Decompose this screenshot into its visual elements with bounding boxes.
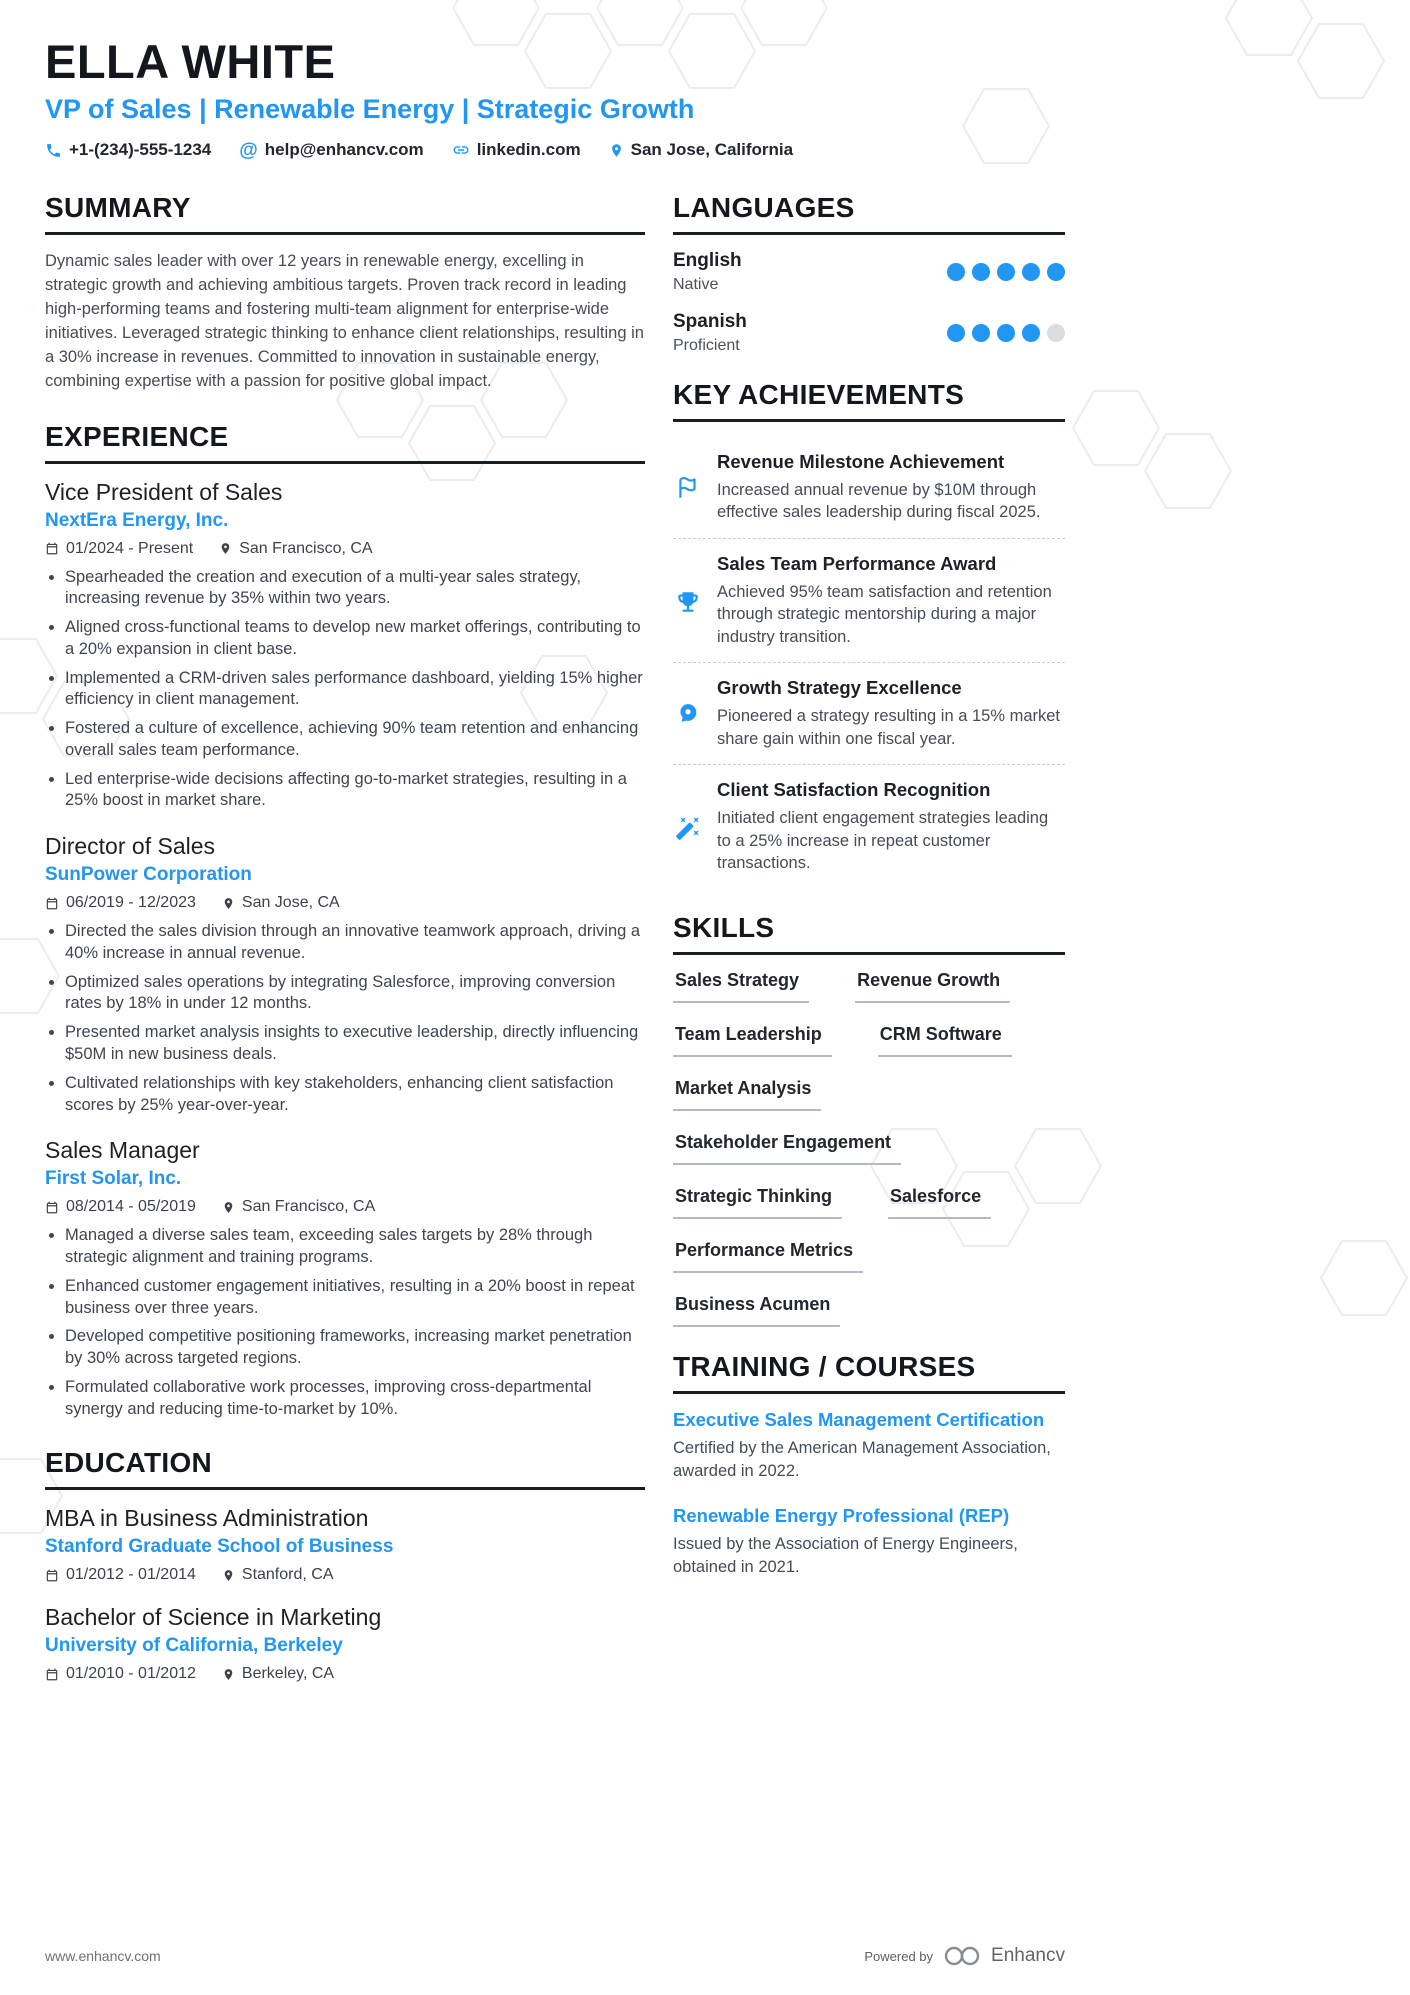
language-level: Proficient bbox=[673, 337, 740, 354]
job-dates-text: 06/2019 - 12/2023 bbox=[66, 894, 196, 912]
job-dates bbox=[45, 540, 193, 558]
email-text: help@enhancv.com bbox=[264, 140, 424, 159]
achievement-item bbox=[673, 765, 1065, 888]
skill-item: Market Analysis bbox=[673, 1078, 821, 1111]
proficiency-dot bbox=[947, 263, 965, 281]
bullet-item: Spearheaded the creation and execution of a multi-year sales strategy, increasing revenue by 35% within two years. bbox=[45, 567, 645, 611]
skills-section bbox=[673, 912, 1065, 1327]
job-location-text: San Francisco, CA bbox=[239, 539, 373, 557]
language-item bbox=[673, 250, 1065, 294]
resume-header bbox=[45, 34, 1065, 160]
job-bullets bbox=[45, 567, 645, 813]
experience-heading: EXPERIENCE bbox=[45, 421, 645, 464]
course-item bbox=[673, 1505, 1065, 1579]
achievements-heading: KEY ACHIEVEMENTS bbox=[673, 379, 1065, 422]
language-name: English bbox=[673, 250, 742, 271]
pin-icon bbox=[222, 1667, 235, 1682]
proficiency-dot bbox=[972, 324, 990, 342]
page-footer bbox=[45, 1945, 1065, 1967]
job bbox=[45, 833, 645, 1116]
powered-by-label: Powered by bbox=[864, 1948, 934, 1964]
summary-heading: SUMMARY bbox=[45, 192, 645, 235]
link-icon bbox=[452, 141, 470, 159]
degree-meta bbox=[45, 1566, 645, 1584]
candidate-name: ELLA WHITE bbox=[45, 35, 336, 88]
skills-list bbox=[673, 970, 1065, 1327]
link-item[interactable] bbox=[452, 140, 581, 160]
skill-item: Team Leadership bbox=[673, 1024, 832, 1057]
summary-text: Dynamic sales leader with over 12 years in renewable energy, excelling in strategic growth and achieving ambitious targets. Proven track record in leading high-performing teams and fostering multi-team alignment for enterprise-wide initiatives. Leveraged strategic thinking to enhance client relationships, resulting in a 30% increase in revenues. Committed to innovation in sustainable energy, combining expertise with a passion for positive global impact. bbox=[45, 252, 644, 390]
achievement-title: Client Satisfaction Recognition bbox=[717, 779, 991, 801]
skill-item: CRM Software bbox=[878, 1024, 1012, 1057]
achievement-item bbox=[673, 663, 1065, 765]
at-icon: @ bbox=[239, 139, 258, 161]
job-title: Vice President of Sales bbox=[45, 478, 283, 505]
summary-section bbox=[45, 192, 645, 394]
job-location-text: San Francisco, CA bbox=[241, 1198, 376, 1216]
proficiency-dot bbox=[1047, 324, 1065, 342]
language-item bbox=[673, 311, 1065, 355]
school-name: Stanford Graduate School of Business bbox=[45, 1536, 394, 1558]
job-location bbox=[219, 540, 372, 558]
company-name: First Solar, Inc. bbox=[45, 1168, 182, 1190]
degree-title: MBA in Business Administration bbox=[45, 1505, 369, 1532]
bullet-item: Aligned cross-functional teams to develop new market offerings, contributing to a 20% expansion in client base. bbox=[45, 617, 645, 661]
proficiency-dot bbox=[947, 324, 965, 342]
language-info bbox=[673, 250, 742, 294]
site-url[interactable]: www.enhancv.com bbox=[45, 1948, 161, 1964]
job bbox=[45, 479, 645, 813]
languages-section bbox=[673, 192, 1065, 355]
pin-icon bbox=[219, 541, 232, 556]
pin-icon bbox=[222, 1200, 235, 1215]
bullet-item: Cultivated relationships with key stakeholders, enhancing client satisfaction scores by 25% year-over-year. bbox=[45, 1073, 645, 1117]
job-location bbox=[222, 894, 340, 912]
language-name: Spanish bbox=[673, 311, 747, 332]
phone-icon bbox=[45, 142, 62, 159]
bullet-item: Implemented a CRM-driven sales performance dashboard, yielding 15% higher efficiency in client management. bbox=[45, 668, 645, 712]
flag-icon bbox=[673, 451, 703, 524]
candidate-title: VP of Sales | Renewable Energy | Strategic Growth bbox=[45, 94, 695, 124]
language-proficiency-dots bbox=[947, 324, 1065, 342]
achievement-item bbox=[673, 539, 1065, 663]
calendar-icon bbox=[45, 1568, 59, 1583]
course-text: Issued by the Association of Energy Engineers, obtained in 2021. bbox=[673, 1534, 1018, 1576]
proficiency-dot bbox=[1022, 324, 1040, 342]
achievement-text: Pioneered a strategy resulting in a 15% market share gain within one fiscal year. bbox=[717, 707, 1061, 748]
skill-item: Salesforce bbox=[888, 1186, 991, 1219]
head-icon bbox=[673, 677, 703, 750]
proficiency-dot bbox=[1022, 263, 1040, 281]
language-level: Native bbox=[673, 276, 719, 293]
skill-item: Strategic Thinking bbox=[673, 1186, 842, 1219]
location-text: San Jose, California bbox=[630, 140, 794, 159]
achievement-item bbox=[673, 437, 1065, 539]
achievement-body bbox=[717, 451, 1065, 524]
job-location-text: San Jose, CA bbox=[241, 894, 340, 912]
course-title: Renewable Energy Professional (REP) bbox=[673, 1504, 1010, 1526]
job-dates bbox=[45, 1198, 196, 1216]
calendar-icon bbox=[45, 896, 59, 911]
bullet-item: Directed the sales division through an innovative teamwork approach, driving a 40% increase in annual revenue. bbox=[45, 921, 645, 965]
language-info bbox=[673, 311, 747, 355]
bullet-item: Fostered a culture of excellence, achieving 90% team retention and enhancing overall sales team performance. bbox=[45, 718, 645, 762]
pin-icon bbox=[222, 1568, 235, 1583]
course-item bbox=[673, 1409, 1065, 1483]
company-name: SunPower Corporation bbox=[45, 864, 252, 886]
degree bbox=[45, 1505, 645, 1584]
calendar-icon bbox=[45, 1200, 59, 1215]
skill-item: Sales Strategy bbox=[673, 970, 809, 1003]
job-dates bbox=[45, 894, 196, 912]
phone-item[interactable] bbox=[45, 140, 211, 160]
degree bbox=[45, 1604, 645, 1683]
skill-item: Business Acumen bbox=[673, 1294, 840, 1327]
pin-icon bbox=[222, 896, 235, 911]
bullet-item: Managed a diverse sales team, exceeding sales targets by 28% through strategic alignment and training programs. bbox=[45, 1225, 645, 1269]
degree-location bbox=[222, 1566, 334, 1584]
proficiency-dot bbox=[972, 263, 990, 281]
job-bullets bbox=[45, 1225, 645, 1420]
achievement-title: Revenue Milestone Achievement bbox=[717, 451, 1005, 472]
hexagon-decoration bbox=[1144, 433, 1232, 509]
degree-dates bbox=[45, 1665, 196, 1683]
bullet-item: Enhanced customer engagement initiatives, resulting in a 20% boost in repeat business over three years. bbox=[45, 1276, 645, 1320]
course-text: Certified by the American Management Association, awarded in 2022. bbox=[673, 1439, 1051, 1481]
job bbox=[45, 1137, 645, 1420]
achievement-text: Initiated client engagement strategies leading to a 25% increase in repeat customer transactions. bbox=[717, 809, 1049, 872]
skills-heading: SKILLS bbox=[673, 912, 1065, 955]
job-bullets bbox=[45, 921, 645, 1116]
degree-location bbox=[222, 1665, 334, 1683]
hexagon-decoration bbox=[1320, 1240, 1408, 1316]
job-location bbox=[222, 1198, 375, 1216]
school-name: University of California, Berkeley bbox=[45, 1635, 343, 1657]
training-section bbox=[673, 1351, 1065, 1578]
job-meta bbox=[45, 894, 645, 912]
job-meta bbox=[45, 1198, 645, 1216]
achievement-body bbox=[717, 677, 1065, 750]
calendar-icon bbox=[45, 541, 59, 556]
calendar-icon bbox=[45, 1667, 59, 1682]
education-section bbox=[45, 1447, 645, 1683]
proficiency-dot bbox=[997, 324, 1015, 342]
powered-by bbox=[864, 1945, 1065, 1967]
degree-dates bbox=[45, 1566, 196, 1584]
languages-heading: LANGUAGES bbox=[673, 192, 1065, 235]
job-dates-text: 01/2024 - Present bbox=[66, 539, 194, 557]
skill-item: Performance Metrics bbox=[673, 1240, 863, 1273]
achievement-body bbox=[717, 779, 1065, 874]
proficiency-dot bbox=[997, 263, 1015, 281]
location-pin-icon bbox=[609, 142, 624, 159]
location-item bbox=[609, 140, 794, 160]
enhancv-logo-icon bbox=[943, 1945, 981, 1967]
two-column-layout bbox=[45, 168, 1065, 1703]
job-title: Sales Manager bbox=[45, 1137, 200, 1164]
achievement-title: Sales Team Performance Award bbox=[717, 552, 997, 574]
achievement-body bbox=[717, 553, 1065, 648]
degree-dates-text: 01/2012 - 01/2014 bbox=[66, 1566, 196, 1584]
bullet-item: Developed competitive positioning frameworks, increasing market penetration by 30% across targeted regions. bbox=[45, 1326, 645, 1370]
left-column bbox=[45, 168, 645, 1703]
job-meta bbox=[45, 540, 645, 558]
skill-item: Revenue Growth bbox=[855, 970, 1010, 1003]
proficiency-dot bbox=[1047, 263, 1065, 281]
hexagon-decoration bbox=[1297, 23, 1385, 99]
resume-content bbox=[45, 34, 1065, 1703]
job-dates-text: 08/2014 - 05/2019 bbox=[66, 1198, 196, 1216]
company-name: NextEra Energy, Inc. bbox=[45, 509, 229, 531]
job-title: Director of Sales bbox=[45, 833, 216, 860]
education-heading: EDUCATION bbox=[45, 1447, 645, 1490]
training-heading: TRAINING / COURSES bbox=[673, 1351, 1065, 1394]
achievements-section bbox=[673, 379, 1065, 888]
trophy-icon bbox=[673, 553, 703, 648]
degree-dates-text: 01/2010 - 01/2012 bbox=[66, 1665, 196, 1683]
right-column bbox=[673, 168, 1065, 1703]
bullet-item: Presented market analysis insights to executive leadership, directly influencing $50M in new business deals. bbox=[45, 1022, 645, 1066]
degree-location-text: Stanford, CA bbox=[241, 1566, 334, 1584]
bullet-item: Formulated collaborative work processes, improving cross-departmental synergy and reducing time-to-market by 10%. bbox=[45, 1377, 645, 1421]
wand-icon bbox=[673, 779, 703, 874]
degree-location-text: Berkeley, CA bbox=[241, 1665, 335, 1683]
course-title: Executive Sales Management Certification bbox=[673, 1409, 1045, 1431]
link-text: linkedin.com bbox=[476, 140, 581, 159]
email-item[interactable] bbox=[239, 140, 423, 160]
achievement-title: Growth Strategy Excellence bbox=[717, 677, 962, 699]
language-proficiency-dots bbox=[947, 263, 1065, 281]
bullet-item: Optimized sales operations by integrating Salesforce, improving conversion rates by 18% in under 12 months. bbox=[45, 972, 645, 1016]
degree-meta bbox=[45, 1665, 645, 1683]
achievement-text: Increased annual revenue by $10M through effective sales leadership during fiscal 2025. bbox=[717, 481, 1041, 522]
enhancv-brand[interactable]: Enhancv bbox=[991, 1945, 1065, 1966]
degree-title: Bachelor of Science in Marketing bbox=[45, 1604, 382, 1631]
experience-section bbox=[45, 421, 645, 1421]
bullet-item: Led enterprise-wide decisions affecting go-to-market strategies, resulting in a 25% boost in market share. bbox=[45, 769, 645, 813]
contact-row bbox=[45, 140, 1065, 160]
phone-text: +1-(234)-555-1234 bbox=[69, 140, 212, 159]
skill-item: Stakeholder Engagement bbox=[673, 1132, 901, 1165]
achievement-text: Achieved 95% team satisfaction and retention through strategic mentorship during a major industry transition. bbox=[717, 582, 1052, 646]
